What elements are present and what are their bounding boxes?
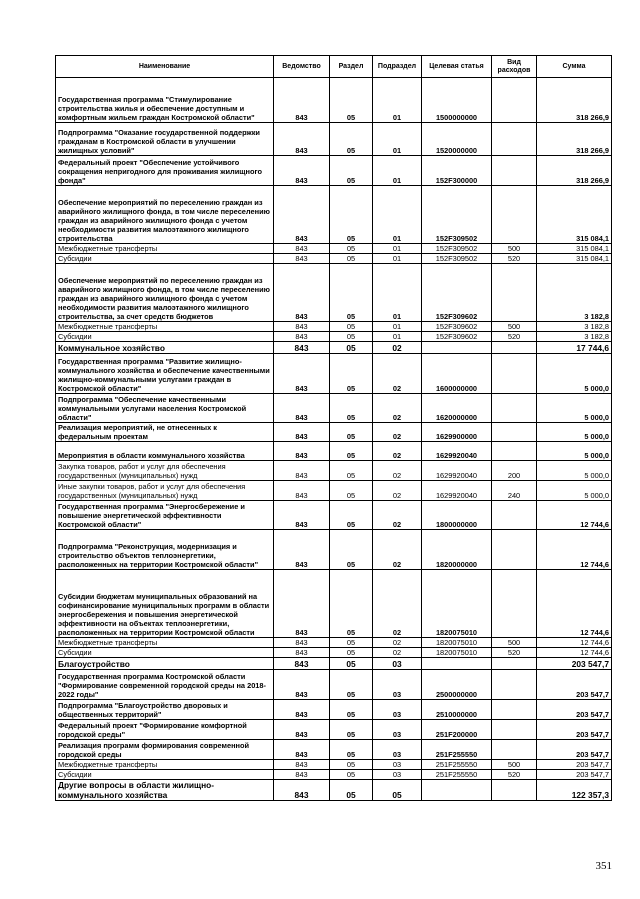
row-department: 843 [274, 394, 330, 423]
row-section: 05 [330, 394, 373, 423]
row-target-article: 1820075010 [422, 638, 492, 648]
row-expense-type [492, 780, 537, 801]
row-sum: 5 000,0 [537, 481, 612, 501]
row-department: 843 [274, 570, 330, 638]
header-section: Раздел [330, 56, 373, 78]
row-section: 05 [330, 670, 373, 700]
row-expense-type: 520 [492, 254, 537, 264]
row-name: Мероприятия в области коммунального хозяйства [56, 442, 274, 461]
table-row [56, 461, 612, 481]
row-subsection: 03 [373, 658, 422, 670]
row-sum: 5 000,0 [537, 394, 612, 423]
row-name: Субсидии бюджетам муниципальных образований на софинансирование муниципальных программ в области энергосбережения и повышения энергетической эффективности на объектах теплоэнергетики, расположенных на территории Костромской области [56, 570, 274, 638]
row-section: 05 [330, 186, 373, 244]
row-department: 843 [274, 501, 330, 530]
table-row [56, 244, 612, 254]
row-sum: 12 744,6 [537, 530, 612, 570]
row-expense-type [492, 740, 537, 760]
table-row [56, 123, 612, 156]
row-department: 843 [274, 254, 330, 264]
page-number: 351 [595, 860, 612, 872]
row-subsection: 01 [373, 322, 422, 332]
row-section: 05 [330, 570, 373, 638]
row-section: 05 [330, 740, 373, 760]
table-row [56, 322, 612, 332]
row-section: 05 [330, 481, 373, 501]
row-department: 843 [274, 461, 330, 481]
row-section: 05 [330, 442, 373, 461]
row-expense-type [492, 156, 537, 186]
row-subsection: 05 [373, 780, 422, 801]
row-subsection: 02 [373, 442, 422, 461]
table-body [56, 78, 612, 801]
row-department: 843 [274, 638, 330, 648]
row-sum: 203 547,7 [537, 760, 612, 770]
row-subsection: 02 [373, 354, 422, 394]
row-section: 05 [330, 720, 373, 740]
row-target-article: 1500000000 [422, 78, 492, 123]
row-name: Подпрограмма "Обеспечение качественными коммунальными услугами населения Костромской области" [56, 394, 274, 423]
row-name: Субсидии [56, 648, 274, 658]
row-target-article: 152F309602 [422, 332, 492, 342]
row-subsection: 01 [373, 244, 422, 254]
row-section: 05 [330, 760, 373, 770]
row-expense-type [492, 442, 537, 461]
row-expense-type [492, 394, 537, 423]
table-row [56, 354, 612, 394]
table-row [56, 156, 612, 186]
row-department: 843 [274, 332, 330, 342]
row-section: 05 [330, 530, 373, 570]
row-sum: 5 000,0 [537, 442, 612, 461]
row-sum: 203 547,7 [537, 720, 612, 740]
row-target-article: 1820000000 [422, 530, 492, 570]
row-subsection: 01 [373, 332, 422, 342]
row-target-article: 1820075010 [422, 648, 492, 658]
row-expense-type: 500 [492, 760, 537, 770]
table-row [56, 648, 612, 658]
table-header-row [56, 56, 612, 78]
row-name: Подпрограмма "Благоустройство дворовых и общественных территорий" [56, 700, 274, 720]
row-target-article: 152F309502 [422, 244, 492, 254]
row-department: 843 [274, 740, 330, 760]
row-section: 05 [330, 332, 373, 342]
row-sum: 203 547,7 [537, 770, 612, 780]
table-row [56, 481, 612, 501]
row-subsection: 02 [373, 481, 422, 501]
row-section: 05 [330, 264, 373, 322]
table-row [56, 760, 612, 770]
table-row [56, 332, 612, 342]
row-section: 05 [330, 156, 373, 186]
row-department: 843 [274, 244, 330, 254]
row-target-article: 251F200000 [422, 720, 492, 740]
row-expense-type: 200 [492, 461, 537, 481]
row-department: 843 [274, 658, 330, 670]
row-section: 05 [330, 658, 373, 670]
row-expense-type: 240 [492, 481, 537, 501]
row-department: 843 [274, 156, 330, 186]
row-sum: 203 547,7 [537, 670, 612, 700]
row-section: 05 [330, 354, 373, 394]
row-name: Реализация программ формирования современной городской среды [56, 740, 274, 760]
table-row [56, 670, 612, 700]
row-target-article: 1600000000 [422, 354, 492, 394]
row-name: Реализация мероприятий, не отнесенных к федеральным проектам [56, 423, 274, 442]
row-department: 843 [274, 354, 330, 394]
row-subsection: 02 [373, 501, 422, 530]
row-expense-type [492, 354, 537, 394]
row-department: 843 [274, 442, 330, 461]
table-row [56, 394, 612, 423]
row-target-article: 2510000000 [422, 700, 492, 720]
row-department: 843 [274, 78, 330, 123]
table-row [56, 770, 612, 780]
row-department: 843 [274, 423, 330, 442]
header-name: Наименование [56, 56, 274, 78]
row-department: 843 [274, 530, 330, 570]
row-subsection: 02 [373, 461, 422, 481]
header-target-article: Целевая статья [422, 56, 492, 78]
row-section: 05 [330, 461, 373, 481]
row-subsection: 03 [373, 670, 422, 700]
row-expense-type [492, 570, 537, 638]
row-department: 843 [274, 123, 330, 156]
row-department: 843 [274, 770, 330, 780]
row-name: Коммунальное хозяйство [56, 342, 274, 354]
row-target-article: 251F255550 [422, 760, 492, 770]
row-section: 05 [330, 342, 373, 354]
row-sum: 318 266,9 [537, 156, 612, 186]
row-name: Субсидии [56, 332, 274, 342]
row-sum: 12 744,6 [537, 501, 612, 530]
row-subsection: 02 [373, 638, 422, 648]
row-expense-type [492, 342, 537, 354]
row-sum: 315 084,1 [537, 244, 612, 254]
row-target-article: 1629900000 [422, 423, 492, 442]
row-target-article [422, 780, 492, 801]
row-sum: 3 182,8 [537, 264, 612, 322]
row-subsection: 02 [373, 570, 422, 638]
row-target-article: 251F255550 [422, 740, 492, 760]
row-sum: 318 266,9 [537, 78, 612, 123]
row-subsection: 01 [373, 123, 422, 156]
row-expense-type [492, 700, 537, 720]
row-expense-type [492, 501, 537, 530]
table-row [56, 638, 612, 648]
row-expense-type: 500 [492, 322, 537, 332]
row-department: 843 [274, 720, 330, 740]
row-name: Обеспечение мероприятий по переселению граждан из аварийного жилищного фонда, в том числе переселению граждан из аварийного жилищного фонда с учетом необходимости развития малоэтажного жилищного строительства, за счет средств бюджетов [56, 264, 274, 322]
row-section: 05 [330, 123, 373, 156]
row-name: Межбюджетные трансферты [56, 244, 274, 254]
row-section: 05 [330, 254, 373, 264]
row-sum: 3 182,8 [537, 332, 612, 342]
row-expense-type: 500 [492, 638, 537, 648]
row-target-article: 1629920040 [422, 461, 492, 481]
row-expense-type [492, 123, 537, 156]
row-department: 843 [274, 186, 330, 244]
row-sum: 5 000,0 [537, 354, 612, 394]
row-department: 843 [274, 264, 330, 322]
row-name: Межбюджетные трансферты [56, 322, 274, 332]
row-name: Межбюджетные трансферты [56, 638, 274, 648]
table-row [56, 442, 612, 461]
row-section: 05 [330, 244, 373, 254]
row-target-article: 152F309602 [422, 322, 492, 332]
row-section: 05 [330, 322, 373, 332]
row-sum: 203 547,7 [537, 658, 612, 670]
table-row [56, 264, 612, 322]
row-expense-type: 520 [492, 770, 537, 780]
row-name: Закупка товаров, работ и услуг для обеспечения государственных (муниципальных) нужд [56, 461, 274, 481]
row-subsection: 03 [373, 700, 422, 720]
header-department: Ведомство [274, 56, 330, 78]
row-expense-type [492, 78, 537, 123]
table-row [56, 254, 612, 264]
table-row [56, 570, 612, 638]
row-subsection: 01 [373, 186, 422, 244]
row-sum: 5 000,0 [537, 423, 612, 442]
row-name: Государственная программа "Стимулирование строительства жилья и обеспечение доступным и комфортным жильем граждан Костромской области" [56, 78, 274, 123]
row-target-article: 152F309502 [422, 254, 492, 264]
row-target-article [422, 342, 492, 354]
table-row [56, 780, 612, 801]
row-expense-type: 520 [492, 332, 537, 342]
row-target-article: 2500000000 [422, 670, 492, 700]
row-sum: 3 182,8 [537, 322, 612, 332]
row-sum: 122 357,3 [537, 780, 612, 801]
row-name: Субсидии [56, 770, 274, 780]
row-name: Субсидии [56, 254, 274, 264]
row-expense-type [492, 423, 537, 442]
row-section: 05 [330, 780, 373, 801]
row-section: 05 [330, 78, 373, 123]
row-target-article: 152F300000 [422, 156, 492, 186]
row-target-article: 1620000000 [422, 394, 492, 423]
row-expense-type: 520 [492, 648, 537, 658]
row-target-article: 1800000000 [422, 501, 492, 530]
table-row [56, 740, 612, 760]
row-expense-type [492, 720, 537, 740]
row-name: Благоустройство [56, 658, 274, 670]
row-target-article: 251F255550 [422, 770, 492, 780]
row-section: 05 [330, 423, 373, 442]
row-section: 05 [330, 638, 373, 648]
table-row [56, 501, 612, 530]
row-target-article: 152F309602 [422, 264, 492, 322]
row-name: Подпрограмма "Реконструкция, модернизация и строительство объектов теплоэнергетики, расположенных на территории Костромской области" [56, 530, 274, 570]
header-subsection: Подраздел [373, 56, 422, 78]
row-department: 843 [274, 322, 330, 332]
row-name: Иные закупки товаров, работ и услуг для обеспечения государственных (муниципальных) нужд [56, 481, 274, 501]
row-subsection: 01 [373, 156, 422, 186]
table-row [56, 700, 612, 720]
budget-table [55, 55, 612, 801]
row-sum: 12 744,6 [537, 570, 612, 638]
row-subsection: 02 [373, 423, 422, 442]
row-subsection: 03 [373, 740, 422, 760]
row-name: Межбюджетные трансферты [56, 760, 274, 770]
row-subsection: 02 [373, 342, 422, 354]
row-subsection: 02 [373, 648, 422, 658]
row-target-article: 1629920040 [422, 442, 492, 461]
row-department: 843 [274, 481, 330, 501]
row-subsection: 01 [373, 78, 422, 123]
row-sum: 315 084,1 [537, 186, 612, 244]
row-name: Федеральный проект "Формирование комфортной городской среды" [56, 720, 274, 740]
row-sum: 12 744,6 [537, 648, 612, 658]
row-expense-type: 500 [492, 244, 537, 254]
table-row [56, 530, 612, 570]
row-department: 843 [274, 670, 330, 700]
table-row [56, 423, 612, 442]
row-subsection: 02 [373, 530, 422, 570]
row-target-article [422, 658, 492, 670]
table-row [56, 342, 612, 354]
row-department: 843 [274, 700, 330, 720]
row-subsection: 01 [373, 264, 422, 322]
row-department: 843 [274, 342, 330, 354]
row-name: Государственная программа "Энергосбережение и повышение энергетической эффективности Костромской области" [56, 501, 274, 530]
row-sum: 315 084,1 [537, 254, 612, 264]
row-expense-type [492, 186, 537, 244]
row-expense-type [492, 658, 537, 670]
row-expense-type [492, 264, 537, 322]
row-expense-type [492, 670, 537, 700]
table-row [56, 186, 612, 244]
header-expense-type: Вид расходов [492, 56, 537, 78]
row-target-article: 1820075010 [422, 570, 492, 638]
table-row [56, 658, 612, 670]
table-row [56, 78, 612, 123]
row-section: 05 [330, 501, 373, 530]
table-row [56, 720, 612, 740]
row-name: Государственная программа Костромской области "Формирование современной городской среды на 2018-2022 годы" [56, 670, 274, 700]
row-department: 843 [274, 648, 330, 658]
row-subsection: 02 [373, 394, 422, 423]
row-target-article: 1520000000 [422, 123, 492, 156]
row-subsection: 03 [373, 770, 422, 780]
row-sum: 12 744,6 [537, 638, 612, 648]
row-sum: 17 744,6 [537, 342, 612, 354]
row-section: 05 [330, 700, 373, 720]
row-expense-type [492, 530, 537, 570]
row-sum: 203 547,7 [537, 740, 612, 760]
row-name: Федеральный проект "Обеспечение устойчивого сокращения непригодного для проживания жилищного фонда" [56, 156, 274, 186]
row-sum: 318 266,9 [537, 123, 612, 156]
row-subsection: 03 [373, 720, 422, 740]
header-sum: Сумма [537, 56, 612, 78]
row-target-article: 152F309502 [422, 186, 492, 244]
row-name: Обеспечение мероприятий по переселению граждан из аварийного жилищного фонда, в том числе переселению граждан из аварийного жилищного фонда с учетом необходимости развития малоэтажного жилищного строительства [56, 186, 274, 244]
row-subsection: 01 [373, 254, 422, 264]
row-section: 05 [330, 770, 373, 780]
row-department: 843 [274, 760, 330, 770]
row-subsection: 03 [373, 760, 422, 770]
row-name: Подпрограмма "Оказание государственной поддержки гражданам в Костромской области в улучшении жилищных условий" [56, 123, 274, 156]
row-name: Другие вопросы в области жилищно-коммунального хозяйства [56, 780, 274, 801]
row-target-article: 1629920040 [422, 481, 492, 501]
row-sum: 203 547,7 [537, 700, 612, 720]
row-name: Государственная программа "Развитие жилищно-коммунального хозяйства и обеспечение качественными жилищно-коммунальными услугами граждан в Костромской области" [56, 354, 274, 394]
row-department: 843 [274, 780, 330, 801]
row-section: 05 [330, 648, 373, 658]
row-sum: 5 000,0 [537, 461, 612, 481]
